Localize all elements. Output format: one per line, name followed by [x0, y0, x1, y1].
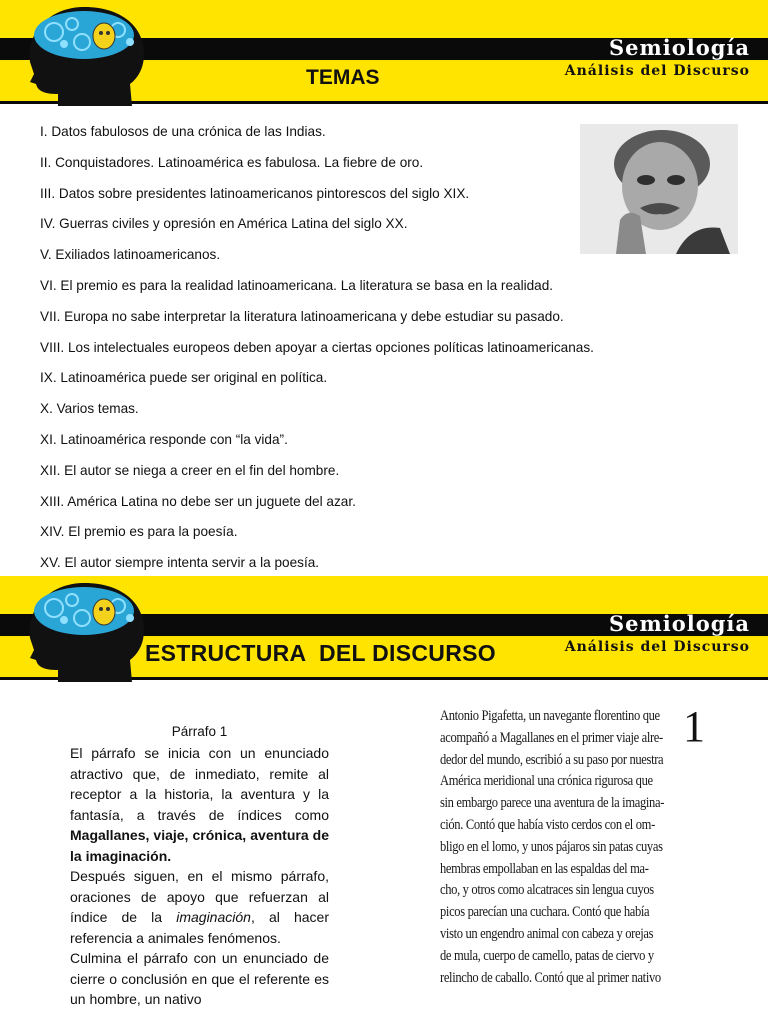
analysis-text-run: , al hacer referencia a animales fenómenos. [70, 909, 329, 946]
analysis-text-run: El párrafo se inicia con un enunciado atractivo que, de inmediato, remite al receptor a la historia, la aventura y la fantasía, a través de índices como [70, 745, 329, 823]
scan-line: bligo en el lomo, y unos pájaros sin patas cuyas [440, 838, 663, 855]
slide-title: ESTRUCTURA DEL DISCURSO [145, 640, 496, 666]
author-portrait-image [580, 124, 738, 254]
list-item: VIII. Los intelectuales europeos deben apoyar a ciertas opciones políticas latinoamericanas. [40, 339, 594, 355]
scan-line: dedor del mundo, escribió a su paso por nuestra [440, 751, 664, 768]
scanned-speech-excerpt [440, 706, 712, 989]
brand-block [565, 36, 750, 80]
analysis-paragraph [70, 743, 329, 866]
brand-title: Semiología [609, 611, 750, 636]
list-item: V. Exiliados latinoamericanos. [40, 247, 221, 263]
slide-estructura [0, 576, 768, 1024]
list-item: XI. Latinoamérica responde con “la vida”. [40, 431, 288, 447]
scan-line: visto un engendro animal con cabeza y orejas [440, 925, 654, 942]
list-item: III. Datos sobre presidentes latinoamericanos pintorescos del siglo XIX. [40, 185, 470, 201]
list-item: IV. Guerras civiles y opresión en América Latina del siglo XX. [40, 216, 408, 232]
list-item: VII. Europa no sabe interpretar la literatura latinoamericana y debe estudiar su pasado. [40, 308, 564, 324]
list-item: X. Varios temas. [40, 401, 139, 417]
analysis-bold-run: Magallanes, viaje, crónica, aventura de la imaginación. [70, 827, 329, 864]
analysis-paragraph [70, 948, 329, 1010]
list-item: IX. Latinoamérica puede ser original en política. [40, 370, 328, 386]
list-item: XIII. América Latina no debe ser un juguete del azar. [40, 493, 356, 509]
analysis-text-run: Culmina el párrafo con un enunciado de cierre o conclusión en que el referente es un hombre, un nativo [70, 950, 329, 1007]
scan-line: sin embargo parece una aventura de la imagina- [440, 795, 665, 812]
brain-head-logo-icon [18, 2, 168, 106]
scan-line: relincho de caballo. Contó que al primer nativo [440, 969, 661, 986]
list-item: XII. El autor se niega a creer en el fin del hombre. [40, 462, 340, 478]
scan-line: hembras empollaban en las espaldas del ma- [440, 860, 649, 877]
brand-block [565, 612, 750, 656]
brand-title: Semiología [609, 35, 750, 60]
brand-subtitle: Análisis del Discurso [564, 63, 750, 79]
scan-line: ción. Contó que había visto cerdos con el om- [440, 816, 655, 833]
scan-line: acompañó a Magallanes en el primer viaje alre- [440, 729, 663, 746]
paragraph-analysis [70, 722, 329, 1010]
scan-line: América meridional una crónica rigurosa que [440, 773, 653, 790]
scan-line: Antonio Pigafetta, un navegante florentino que [440, 708, 660, 724]
analysis-italic-run: imaginación [176, 909, 251, 925]
analysis-text [70, 743, 329, 1010]
header-banner [0, 0, 768, 104]
author-portrait [580, 124, 738, 254]
analysis-paragraph [70, 866, 329, 948]
list-item: II. Conquistadores. Latinoamérica es fabulosa. La fiebre de oro. [40, 154, 424, 170]
brand-subtitle: Análisis del Discurso [564, 639, 750, 655]
scan-line: picos parecían una cuchara. Contó que había [440, 904, 650, 921]
slide-title: TEMAS [306, 66, 380, 89]
list-item: XIV. El premio es para la poesía. [40, 524, 238, 540]
scan-line: cho, y otros como alcatraces sin lengua cuyos [440, 882, 654, 899]
list-item: I. Datos fabulosos de una crónica de las Indias. [40, 124, 326, 139]
scan-line: de mula, cuerpo de camello, patas de ciervo y [440, 947, 654, 964]
analysis-text-run: Después siguen, en el mismo párrafo, oraciones de apoyo que refuerzan al índice de la [70, 868, 329, 925]
paragraph-heading: Párrafo 1 [171, 724, 228, 739]
header-banner [0, 576, 768, 680]
scan-section-number: 1 [683, 702, 705, 751]
list-item: XV. El autor siempre intenta servir a la poesía. [40, 555, 320, 571]
list-item: VI. El premio es para la realidad latinoamericana. La literatura se basa en la realidad. [40, 277, 554, 293]
